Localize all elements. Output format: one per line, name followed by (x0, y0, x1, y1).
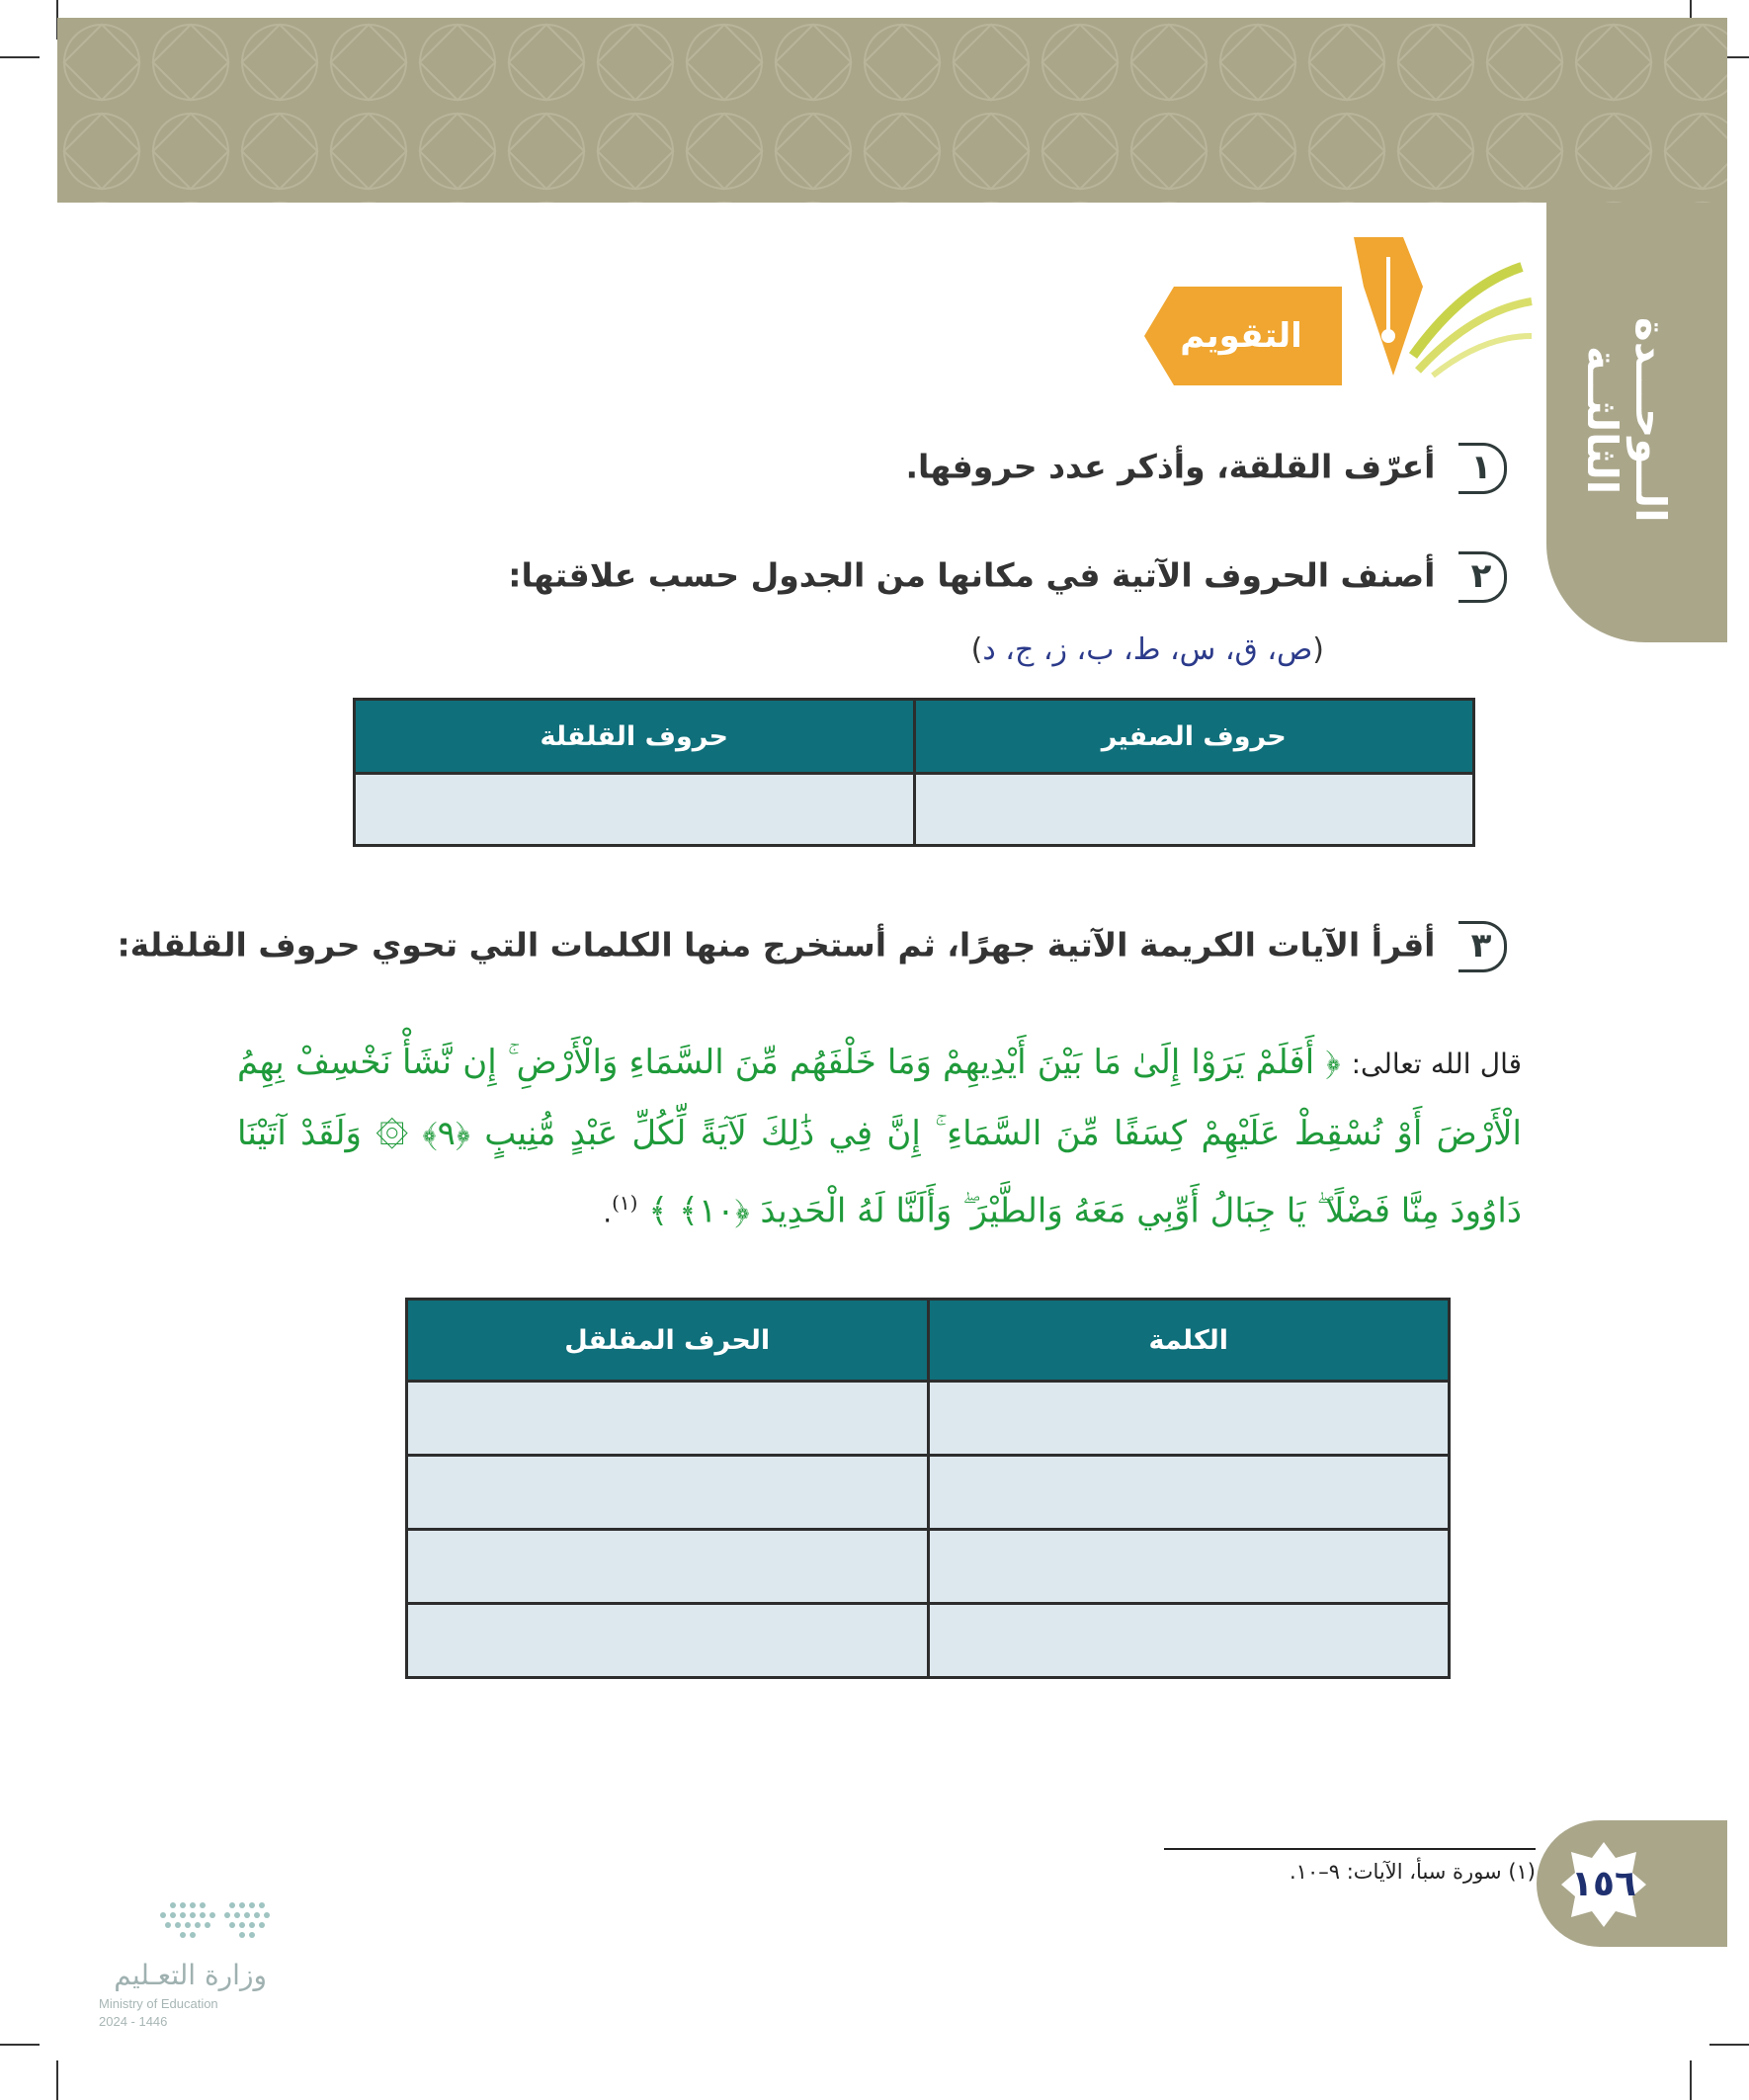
footnote-divider (1164, 1848, 1536, 1850)
table-cell[interactable] (407, 1604, 929, 1678)
table-cell[interactable] (928, 1382, 1450, 1456)
table-cell[interactable] (928, 1530, 1450, 1604)
header-band (57, 18, 1727, 203)
crop-mark (0, 56, 40, 58)
ayah-intro: قال الله تعالى: (1351, 1048, 1522, 1080)
table-header: حروف الصفير (914, 700, 1474, 774)
question-text: أصنف الحروف الآتية في مكانها من الجدول حسب علاقتها: (508, 555, 1436, 595)
question-2 (508, 551, 1507, 603)
table-cell[interactable] (914, 774, 1474, 846)
question-3 (117, 921, 1507, 972)
classification-table (353, 698, 1475, 847)
quran-verses: قال الله تعالى: ﴿ أَفَلَمْ يَرَوْا إِلَىٰ مَا بَيْنَ أَيْدِيهِمْ وَمَا خَلْفَهُم مِّنَ السَّمَاءِ وَالْأَرْضِ ۚ إِن نَّشَأْ نَخْسِفْ بِهِمُ الْأَرْضَ أَوْ نُسْقِطْ عَلَيْهِمْ كِسَفًا مِّنَ السَّمَاءِ ۚ إِنَّ فِي ذَٰلِكَ لَآيَةً لِّكُلِّ عَبْدٍ مُّنِيبٍ ﴿٩﴾ ۞ وَلَقَدْ آتَيْنَا دَاوُودَ مِنَّا فَضْلًا ۖ يَا جِبَالُ أَوِّبِي مَعَهُ وَالطَّيْرَ ۖ وَأَلَنَّا لَهُ الْحَدِيدَ ﴿١٠﴾ ﴾ $^{(١)}$. (237, 1043, 1522, 1231)
crop-mark (56, 2060, 58, 2100)
question-text: أعرّف القلقة، وأذكر عدد حروفها. (905, 447, 1436, 486)
section-title: التقويم (1180, 316, 1302, 356)
table-cell[interactable] (928, 1456, 1450, 1530)
table-header: الحرف المقلقل (407, 1300, 929, 1382)
unit-side-tab (1546, 203, 1727, 642)
question-number: ٢ (1458, 551, 1507, 603)
question-number: ٣ (1458, 921, 1507, 972)
ministry-dots-icon (94, 1897, 331, 1957)
table-cell[interactable] (355, 774, 915, 846)
footnote-ref: (١) (612, 1191, 638, 1215)
qalqala-words-table (405, 1298, 1451, 1679)
crop-mark (1709, 2044, 1749, 2046)
section-badge (1144, 287, 1342, 385)
footnote: (١) سورة سبأ، الآيات: ٩–١٠. (1289, 1860, 1536, 1884)
table-cell[interactable] (407, 1382, 929, 1456)
question-number: ١ (1458, 443, 1507, 494)
arabesque-pattern (57, 18, 1727, 203)
table-header: الكلمة (928, 1300, 1450, 1382)
question-text: أقرأ الآيات الكريمة الآتية جهرًا، ثم أستخرج منها الكلمات التي تحوي حروف القلقلة: (117, 925, 1436, 965)
table-cell[interactable] (407, 1456, 929, 1530)
ministry-year: 2024 - 1446 (99, 2014, 168, 2029)
crop-mark (1690, 2060, 1692, 2100)
unit-label: الــوحـــدة الثالثــة (1578, 317, 1675, 523)
page-number: ١٥٦ (1559, 1840, 1648, 1929)
table-cell[interactable] (928, 1604, 1450, 1678)
table-header: حروف القلقلة (355, 700, 915, 774)
ministry-english: Ministry of Education (99, 1996, 218, 2011)
crop-mark (0, 2044, 40, 2046)
ministry-logo (94, 1897, 331, 2036)
letters-items: ص، ق، س، ط، ب، ز، ج، د (982, 632, 1313, 667)
table-cell[interactable] (407, 1530, 929, 1604)
question-1 (905, 443, 1507, 494)
ayah-text: ﴿ أَفَلَمْ يَرَوْا إِلَىٰ مَا بَيْنَ أَيْدِيهِمْ وَمَا خَلْفَهُم مِّنَ السَّمَاءِ وَالْأَرْضِ ۚ إِن نَّشَأْ نَخْسِفْ بِهِمُ الْأَرْضَ أَوْ نُسْقِطْ عَلَيْهِمْ كِسَفًا مِّنَ السَّمَاءِ ۚ إِنَّ فِي ذَٰلِكَ لَآيَةً لِّكُلِّ عَبْدٍ مُّنِيبٍ ﴿٩﴾ ۞ وَلَقَدْ آتَيْنَا دَاوُودَ مِنَّا فَضْلًا ۖ يَا جِبَالُ أَوِّبِي مَعَهُ وَالطَّيْرَ ۖ وَأَلَنَّا لَهُ الْحَدِيدَ ﴿١٠﴾ ﴾ (237, 1043, 1522, 1231)
pen-book-icon (1344, 227, 1541, 385)
letters-list: (ص، ق، س، ط، ب، ز، ج، د) (970, 632, 1324, 667)
ministry-arabic: وزارة التعـليم (114, 1959, 267, 1991)
